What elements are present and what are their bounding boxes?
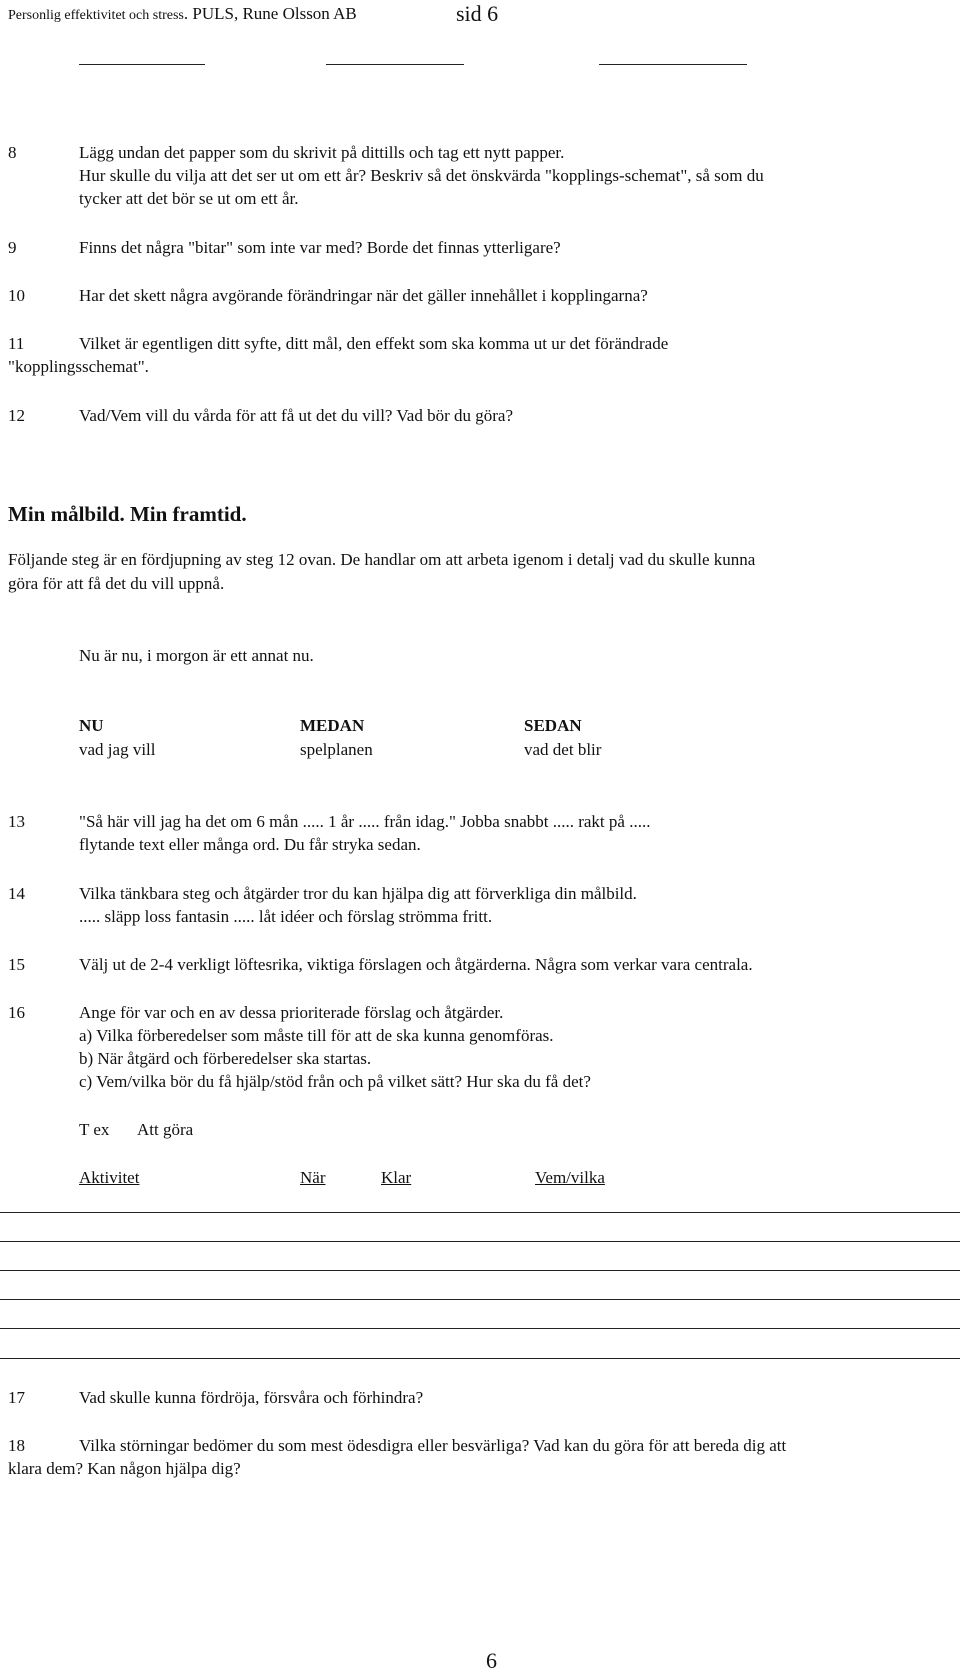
item-text: Vilka tänkbara steg och åtgärder tror du kan hjälpa dig att förverkliga din målbild. — [79, 884, 637, 903]
page-label: sid 6 — [456, 1, 499, 26]
item-text: Ange för var och en av dessa prioriterade förslag och åtgärder. — [79, 1003, 504, 1022]
item-number: 12 — [8, 406, 25, 425]
table-header-when: När — [300, 1168, 326, 1187]
item-number: 13 — [8, 812, 25, 831]
item-text: ..... släpp loss fantasin ..... låt idéer och förslag strömma fritt. — [79, 907, 493, 926]
fill-in-line — [0, 1212, 960, 1213]
item-number: 11 — [8, 334, 25, 353]
fill-in-line — [0, 1299, 960, 1300]
item-text: Finns det några "bitar" som inte var med? Borde det finnas ytterligare? — [79, 238, 561, 257]
blank-line — [599, 64, 747, 65]
fill-in-line — [0, 1358, 960, 1359]
table-header-done: Klar — [381, 1168, 412, 1187]
section-intro: göra för att få det du vill uppnå. — [8, 574, 225, 593]
column-title: SEDAN — [524, 716, 582, 735]
item-text: Lägg undan det papper som du skrivit på dittills och tag ett nytt papper. — [79, 143, 565, 162]
item-text: b) När åtgärd och förberedelser ska startas. — [79, 1049, 372, 1068]
item-text: "Så här vill jag ha det om 6 mån ..... 1 år ..... från idag." Jobba snabbt ..... rakt på ..... — [79, 812, 651, 831]
item-number: 16 — [8, 1003, 25, 1022]
item-text: Vilka störningar bedömer du som mest ödesdigra eller besvärliga? Vad kan du göra för att bereda dig att — [79, 1436, 787, 1455]
header-author: . PULS, Rune Olsson AB — [183, 4, 357, 23]
item-text: Hur skulle du vilja att det ser ut om ett år? Beskriv så det önskvärda "kopplings-schemat", så som du — [79, 166, 764, 185]
item-number: 9 — [8, 238, 17, 257]
fill-in-line — [0, 1328, 960, 1329]
example-label: T ex — [79, 1120, 110, 1139]
motto: Nu är nu, i morgon är ett annat nu. — [79, 646, 314, 665]
item-number: 18 — [8, 1436, 25, 1455]
table-header-activity: Aktivitet — [79, 1168, 140, 1187]
item-number: 14 — [8, 884, 25, 903]
item-text: tycker att det bör se ut om ett år. — [79, 189, 299, 208]
blank-line — [326, 64, 464, 65]
item-number: 17 — [8, 1388, 25, 1407]
column-title: MEDAN — [300, 716, 365, 735]
page-number: 6 — [486, 1648, 497, 1673]
item-text: Har det skett några avgörande förändringar när det gäller innehållet i kopplingarna? — [79, 286, 648, 305]
column-subtitle: vad det blir — [524, 740, 602, 759]
fill-in-line — [0, 1241, 960, 1242]
column-subtitle: spelplanen — [300, 740, 373, 759]
item-text: flytande text eller många ord. Du får stryka sedan. — [79, 835, 421, 854]
item-number: 15 — [8, 955, 25, 974]
column-title: NU — [79, 716, 104, 735]
item-text: Välj ut de 2-4 verkligt löftesrika, viktiga förslagen och åtgärderna. Några som verkar vara centrala. — [79, 955, 753, 974]
item-text: a) Vilka förberedelser som måste till för att de ska kunna genomföras. — [79, 1026, 554, 1045]
header-title: Personlig effektivitet och stress — [8, 8, 184, 23]
table-header-who: Vem/vilka — [535, 1168, 605, 1187]
item-text: c) Vem/vilka bör du få hjälp/stöd från och på vilket sätt? Hur ska du få det? — [79, 1072, 591, 1091]
item-number: 8 — [8, 143, 17, 162]
running-header — [8, 4, 357, 26]
fill-in-line — [0, 1270, 960, 1271]
item-text: klara dem? Kan någon hjälpa dig? — [8, 1459, 241, 1478]
section-intro: Följande steg är en fördjupning av steg 12 ovan. De handlar om att arbeta igenom i detalj vad du skulle kunna — [8, 550, 756, 569]
section-heading: Min målbild. Min framtid. — [8, 502, 247, 526]
item-text: Vad skulle kunna fördröja, försvåra och förhindra? — [79, 1388, 424, 1407]
item-text: "kopplingsschemat". — [8, 357, 149, 376]
item-text: Vad/Vem vill du vårda för att få ut det du vill? Vad bör du göra? — [79, 406, 514, 425]
example-heading: Att göra — [137, 1120, 194, 1139]
item-number: 10 — [8, 286, 25, 305]
column-subtitle: vad jag vill — [79, 740, 156, 759]
item-text: Vilket är egentligen ditt syfte, ditt mål, den effekt som ska komma ut ur det förändrade — [79, 334, 669, 353]
blank-line — [79, 64, 205, 65]
